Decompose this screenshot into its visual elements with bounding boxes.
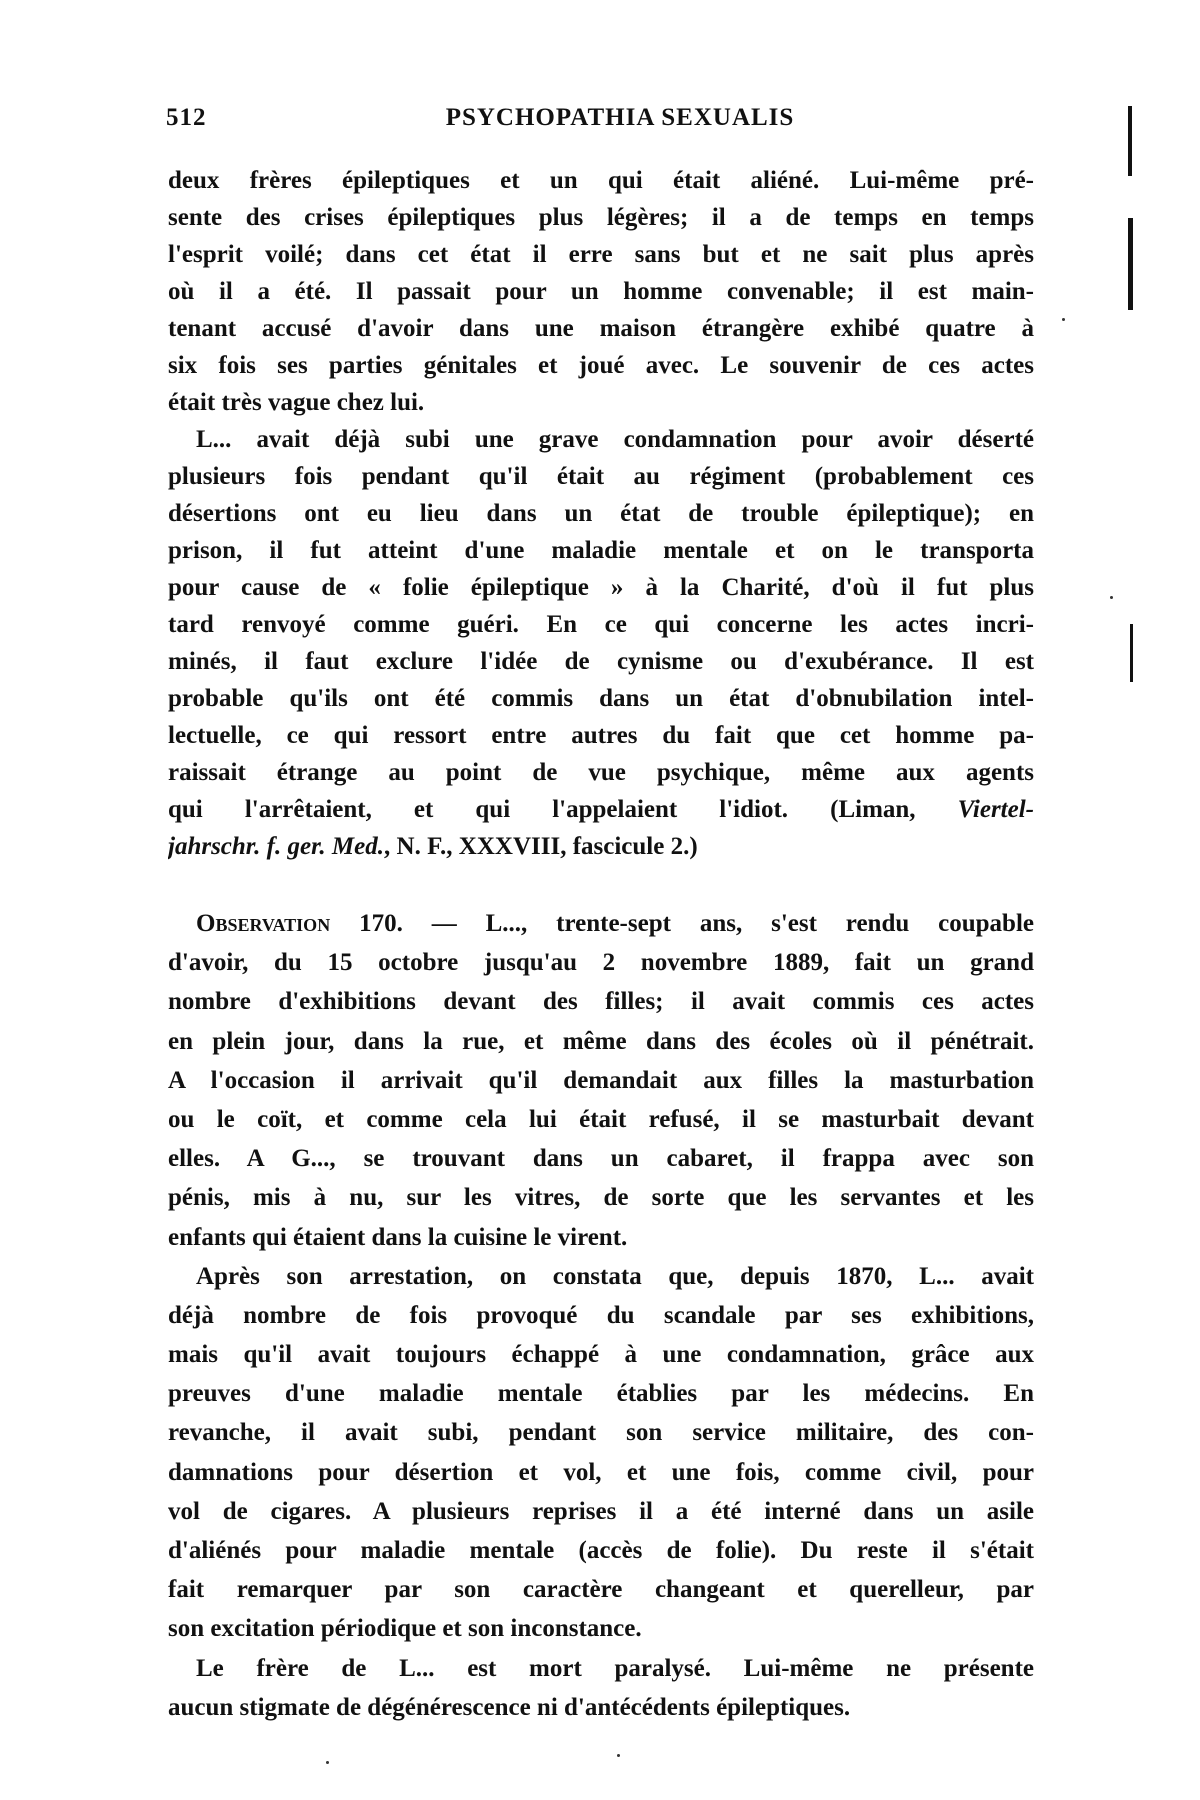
text-segment: où il a été. Il passait pour un homme convenable; il est main-	[168, 278, 1034, 305]
paragraph	[168, 1257, 1034, 1649]
text-segment: deux frères épileptiques et un qui était aliéné. Lui-même pré-	[168, 167, 1034, 194]
text-segment: A l'occasion il arrivait qu'il demandait aux filles la masturbation	[168, 1066, 1034, 1094]
text-segment: pour cause de « folie épileptique » à la Charité, d'où il fut plus	[168, 574, 1034, 601]
text-segment: tenant accusé d'avoir dans une maison étrangère exhibé quatre à	[168, 315, 1034, 342]
text-line	[168, 347, 1034, 384]
text-line	[168, 384, 1034, 421]
page-number: 512	[166, 104, 207, 131]
text-segment: preuves d'une maladie mentale établies par les médecins. En	[168, 1380, 1034, 1408]
text-line	[168, 1296, 1034, 1335]
text-segment: elles. A G..., se trouvant dans un cabaret, il frappa avec son	[168, 1145, 1034, 1173]
margin-mark	[1130, 624, 1133, 682]
text-line	[168, 943, 1034, 982]
text-segment: enfants qui étaient dans la cuisine le virent.	[168, 1223, 628, 1251]
text-segment: en plein jour, dans la rue, et même dans des écoles où il pénétrait.	[168, 1027, 1034, 1055]
text-line	[168, 1492, 1034, 1531]
scan-speck	[326, 1761, 329, 1764]
text-segment: d'aliénés pour maladie mentale (accès de folie). Du reste il s'était	[168, 1537, 1034, 1564]
text-line	[168, 680, 1034, 717]
text-line	[168, 904, 1034, 943]
scan-speck	[1062, 318, 1065, 321]
text-segment: damnations pour désertion et vol, et une fois, comme civil, pour	[168, 1458, 1034, 1486]
text-segment: ou le coït, et comme cela lui était refusé, il se masturbait devant	[168, 1105, 1034, 1133]
text-line	[168, 606, 1034, 643]
text-line	[168, 1688, 1034, 1727]
text-segment: , N. F., XXXVIII, fascicule 2.)	[384, 833, 698, 860]
text-segment: son excitation périodique et son inconstance.	[168, 1615, 642, 1643]
text-segment: prison, il fut atteint d'une maladie mentale et on le transporta	[168, 537, 1034, 564]
text-line	[168, 1218, 1034, 1257]
text-line	[168, 717, 1034, 754]
text-line	[168, 199, 1034, 236]
text-segment: mais qu'il avait toujours échappé à une condamnation, grâce aux	[168, 1341, 1034, 1369]
text-line	[168, 532, 1034, 569]
text-segment: Après son arrestation, on constata que, depuis 1870, L... avait	[196, 1262, 1034, 1290]
text-line	[168, 1139, 1034, 1178]
text-segment: fait remarquer par son caractère changeant et querelleur, par	[168, 1576, 1034, 1604]
italic-citation: jahrschr. f. ger. Med.	[168, 833, 385, 860]
text-line	[168, 982, 1034, 1021]
text-segment: qui l'arrêtaient, et qui l'appelaient l'idiot. (Liman,	[168, 796, 958, 823]
text-line	[168, 1335, 1034, 1374]
text-segment: vol de cigares. A plusieurs reprises il a été interné dans un asile	[168, 1497, 1034, 1525]
text-line	[168, 1100, 1034, 1139]
text-line	[168, 236, 1034, 273]
text-line	[168, 458, 1034, 495]
text-segment: tard renvoyé comme guéri. En ce qui concerne les actes incri-	[168, 611, 1034, 638]
observation-label: Observation	[196, 910, 331, 937]
text-block-observation-170	[168, 904, 1034, 1727]
text-line	[168, 1531, 1034, 1570]
scan-speck	[617, 1754, 620, 1757]
text-segment: pénis, mis à nu, sur les vitres, de sorte que les servantes et les	[168, 1184, 1034, 1212]
text-segment: nombre d'exhibitions devant des filles; il avait commis ces actes	[168, 988, 1034, 1016]
text-line	[168, 1022, 1034, 1061]
text-segment: sente des crises épileptiques plus légères; il a de temps en temps	[168, 204, 1034, 231]
text-segment: lectuelle, ce qui ressort entre autres du fait que cet homme pa-	[168, 722, 1034, 749]
text-line	[168, 1061, 1034, 1100]
text-line	[168, 1413, 1034, 1452]
text-line	[168, 791, 1034, 828]
running-title: PSYCHOPATHIA SEXUALIS	[445, 104, 795, 131]
text-segment: minés, il faut exclure l'idée de cynisme ou d'exubérance. Il est	[168, 648, 1034, 675]
text-segment: aucun stigmate de dégénérescence ni d'antécédents épileptiques.	[168, 1693, 851, 1721]
paragraph	[168, 1649, 1034, 1727]
text-segment: déjà nombre de fois provoqué du scandale par ses exhibitions,	[168, 1301, 1034, 1329]
text-line	[168, 828, 1034, 865]
scan-speck	[1110, 596, 1113, 599]
paragraph	[168, 421, 1034, 865]
text-line	[168, 1453, 1034, 1492]
text-line	[168, 1649, 1034, 1688]
text-segment: revanche, il avait subi, pendant son service militaire, des con-	[168, 1419, 1034, 1447]
italic-citation: Viertel-	[957, 796, 1034, 823]
text-line	[168, 754, 1034, 791]
text-segment: probable qu'ils ont été commis dans un état d'obnubilation intel-	[168, 685, 1034, 712]
text-line	[168, 1609, 1034, 1648]
text-segment: 170. — L..., trente-sept ans, s'est rendu coupable	[330, 910, 1034, 937]
paragraph	[168, 162, 1034, 421]
text-segment: raissait étrange au point de vue psychique, même aux agents	[168, 759, 1034, 786]
text-segment: plusieurs fois pendant qu'il était au régiment (probablement ces	[168, 463, 1034, 490]
text-line	[168, 1178, 1034, 1217]
text-segment: d'avoir, du 15 octobre jusqu'au 2 novembre 1889, fait un grand	[168, 949, 1034, 977]
text-line	[168, 643, 1034, 680]
text-segment: Le frère de L... est mort paralysé. Lui-même ne présente	[196, 1654, 1034, 1682]
paragraph	[168, 904, 1034, 1257]
text-line	[168, 273, 1034, 310]
margin-mark	[1128, 218, 1133, 310]
text-line	[168, 310, 1034, 347]
text-segment: l'esprit voilé; dans cet état il erre sans but et ne sait plus après	[168, 241, 1034, 268]
text-line	[168, 1257, 1034, 1296]
margin-mark	[1128, 106, 1132, 176]
text-line	[168, 421, 1034, 458]
text-line	[168, 1374, 1034, 1413]
text-line	[168, 495, 1034, 532]
text-segment: six fois ses parties génitales et joué avec. Le souvenir de ces actes	[168, 352, 1034, 379]
text-segment: était très vague chez lui.	[168, 389, 425, 416]
text-line	[168, 569, 1034, 606]
text-line	[168, 162, 1034, 199]
text-segment: désertions ont eu lieu dans un état de trouble épileptique); en	[168, 500, 1034, 527]
text-segment: L... avait déjà subi une grave condamnation pour avoir déserté	[196, 426, 1034, 453]
text-line	[168, 1570, 1034, 1609]
text-block-continuation	[168, 162, 1034, 865]
